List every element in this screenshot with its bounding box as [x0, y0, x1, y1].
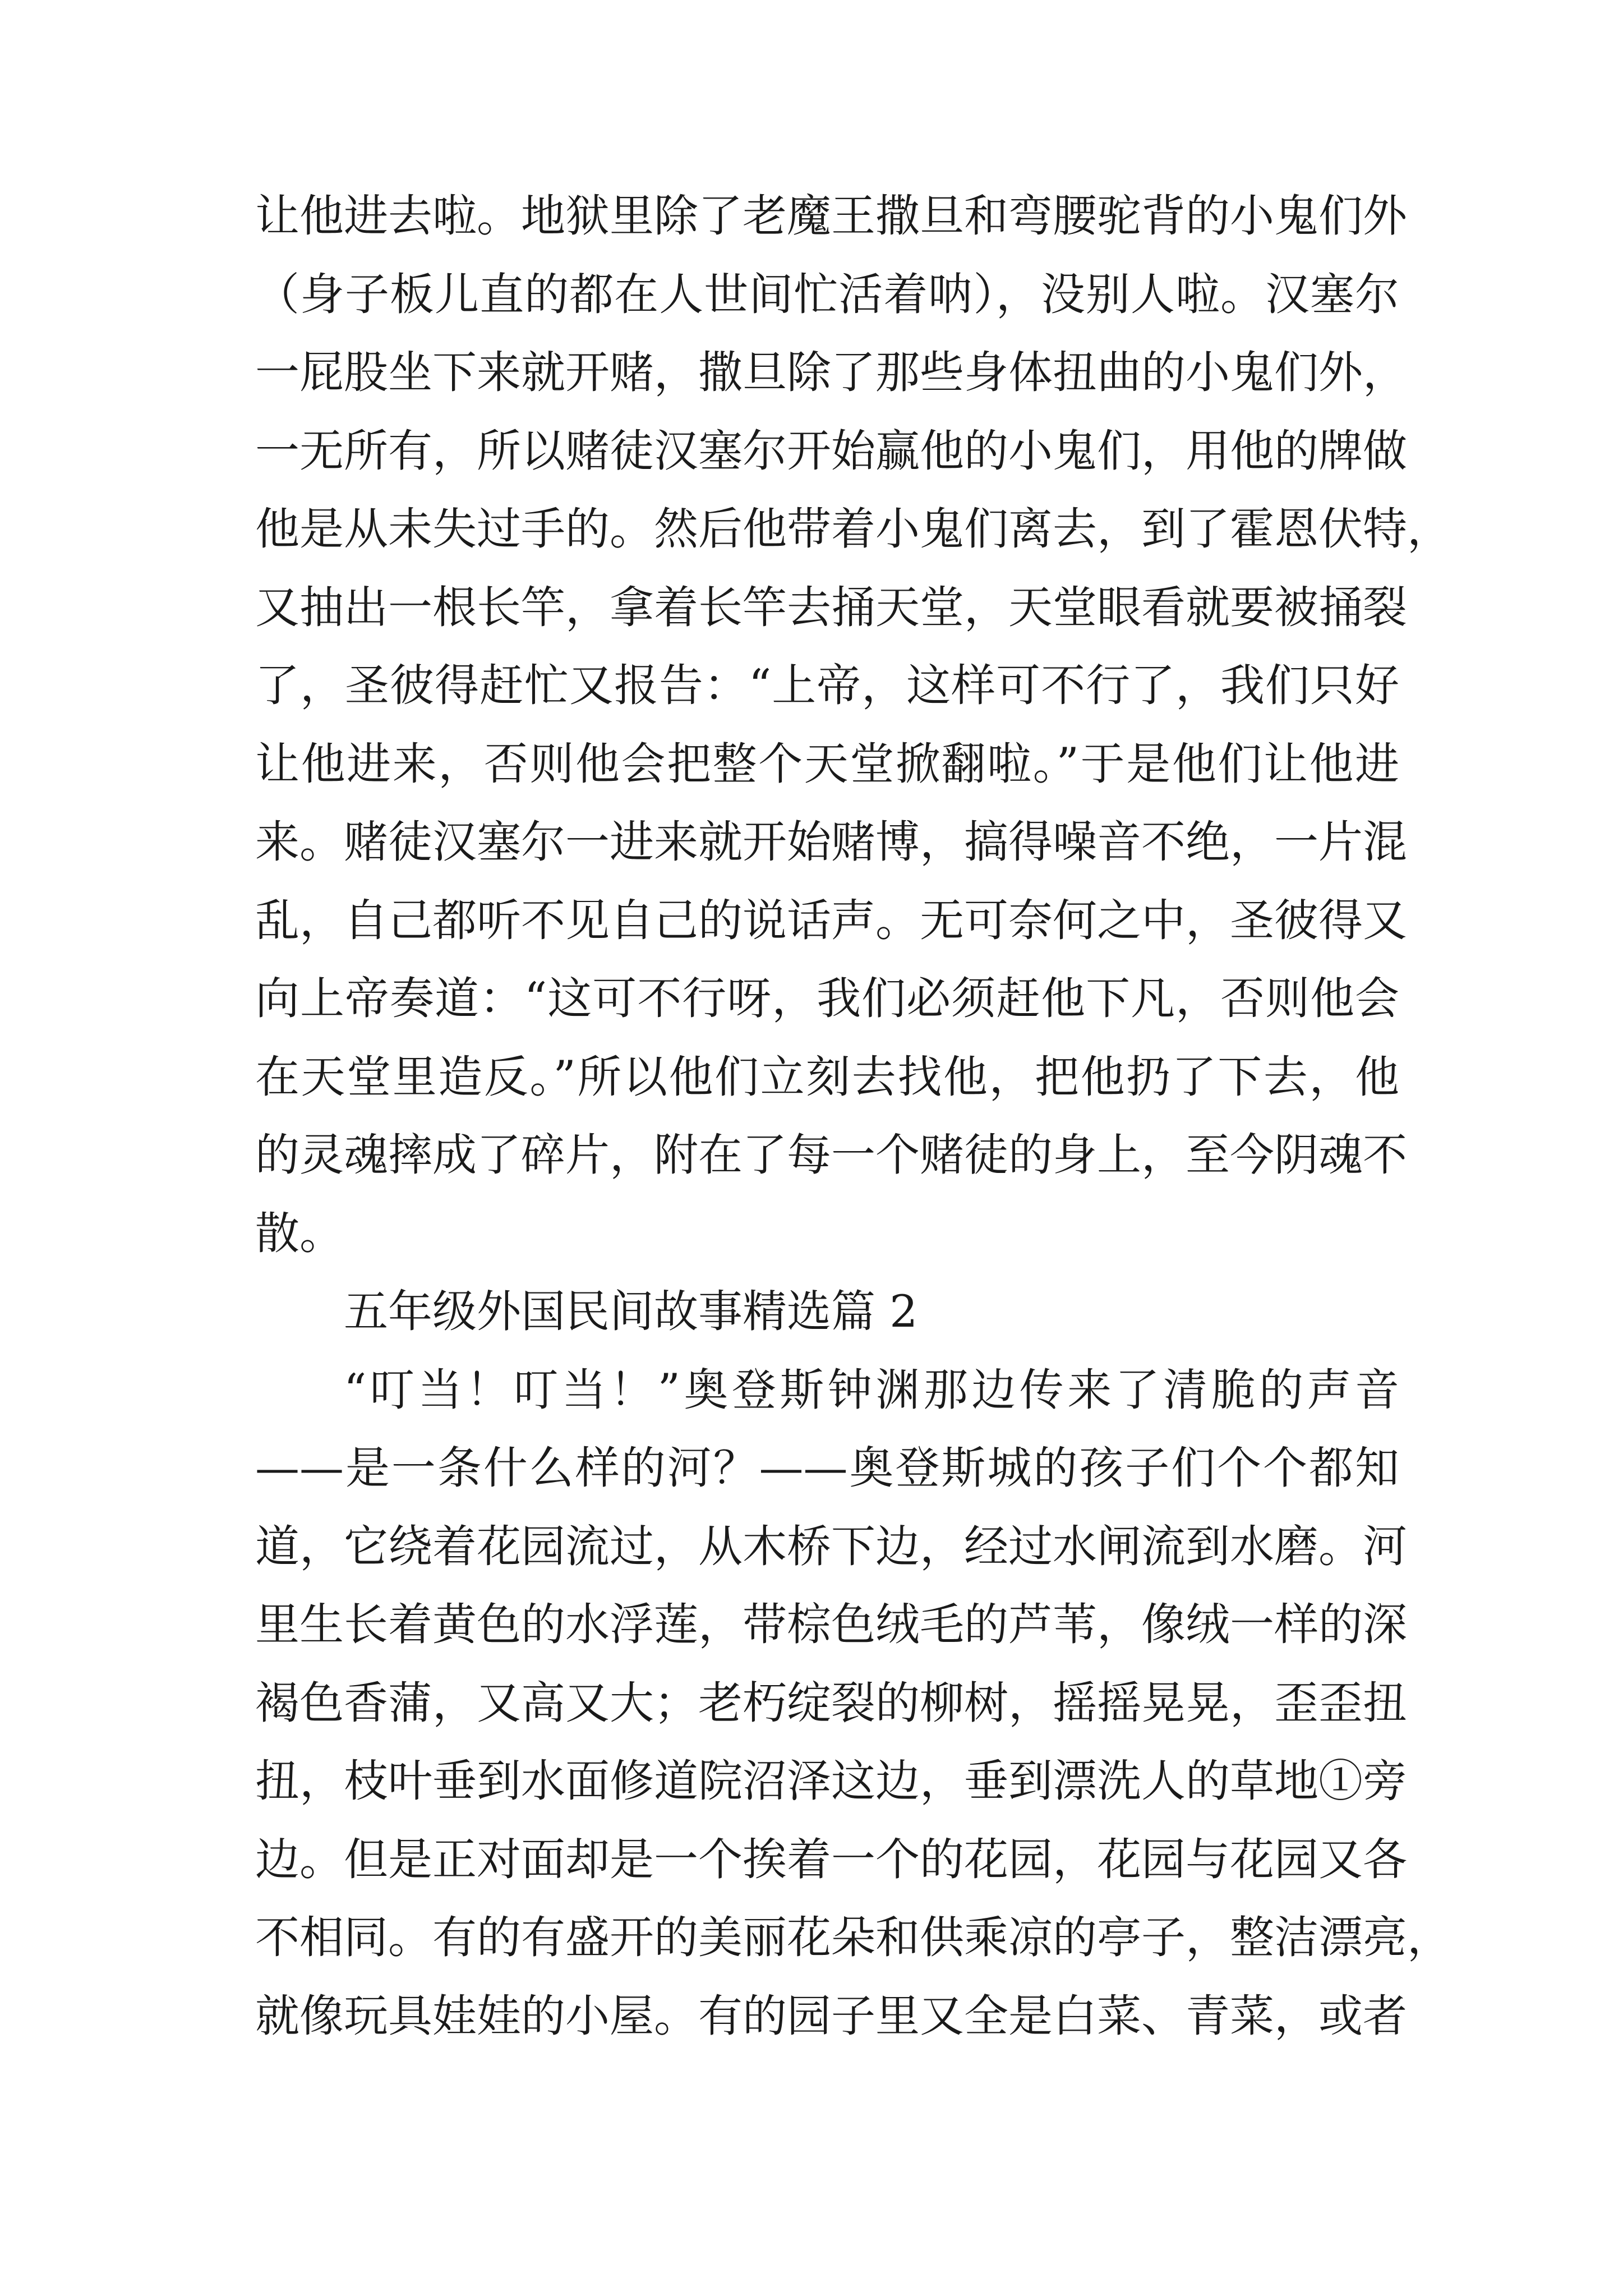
paragraph-2-line: 不相同。有的有盛开的美丽花朵和供乘凉的亭子，整洁漂亮， — [255, 1912, 1451, 1963]
paragraph-2-line: “叮当！叮当！”奥登斯钟渊那边传来了清脆的声音 — [344, 1364, 1399, 1416]
paragraph-1-line: 散。 — [255, 1207, 344, 1259]
paragraph-1-line: 向上帝奏道：“这可不行呀，我们必须赶他下凡，否则他会 — [255, 973, 1399, 1024]
paragraph-1-line: 他是从未失过手的。然后他带着小鬼们离去，到了霍恩伏特， — [255, 503, 1451, 555]
paragraph-1-line: 一无所有，所以赌徒汉塞尔开始赢他的小鬼们，用他的牌做 — [255, 425, 1407, 477]
paragraph-2-line: 扭，枝叶垂到水面修道院沼泽这边，垂到漂洗人的草地①旁 — [255, 1755, 1407, 1807]
paragraph-2-line: 就像玩具娃娃的小屋。有的园子里又全是白菜、青菜，或者 — [255, 1990, 1407, 2042]
document-body — [255, 177, 1451, 2055]
paragraph-1-line: 让他进来，否则他会把整个天堂掀翻啦。”于是他们让他进 — [255, 738, 1399, 790]
paragraph-2-line: 里生长着黄色的水浮莲，带棕色绒毛的芦苇，像绒一样的深 — [255, 1599, 1407, 1650]
paragraph-1-line: 来。赌徒汉塞尔一进来就开始赌博，搞得噪音不绝，一片混 — [255, 816, 1407, 868]
paragraph-2-line: 边。但是正对面却是一个挨着一个的花园，花园与花园又各 — [255, 1833, 1407, 1885]
paragraph-1-line: 在天堂里造反。”所以他们立刻去找他，把他扔了下去，他 — [255, 1051, 1399, 1103]
paragraph-1-line: （身子板儿直的都在人世间忙活着呐），没别人啦。汉塞尔 — [255, 268, 1399, 320]
paragraph-1-line: 乱，自己都听不见自己的说话声。无可奈何之中，圣彼得又 — [255, 894, 1407, 946]
paragraph-2-line: 道，它绕着花园流过，从木桥下边，经过水闸流到水磨。河 — [255, 1520, 1407, 1572]
paragraph-2-line: ——是一条什么样的河？——奥登斯城的孩子们个个都知 — [255, 1442, 1399, 1494]
paragraph-1-line: 又抽出一根长竿，拿着长竿去捅天堂，天堂眼看就要被捅裂 — [255, 581, 1407, 633]
paragraph-1-line: 了，圣彼得赶忙又报告：“上帝，这样可不行了，我们只好 — [255, 660, 1399, 711]
section-heading: 五年级外国民间故事精选篇 2 — [344, 1286, 918, 1337]
paragraph-1-line: 一屁股坐下来就开赌，撒旦除了那些身体扭曲的小鬼们外， — [255, 347, 1407, 398]
paragraph-2-line: 褐色香蒲，又高又大；老朽绽裂的柳树，摇摇晃晃，歪歪扭 — [255, 1677, 1407, 1729]
paragraph-1-line: 让他进去啦。地狱里除了老魔王撒旦和弯腰驼背的小鬼们外 — [255, 190, 1407, 242]
paragraph-1-line: 的灵魂摔成了碎片，附在了每一个赌徒的身上，至今阴魂不 — [255, 1129, 1407, 1181]
